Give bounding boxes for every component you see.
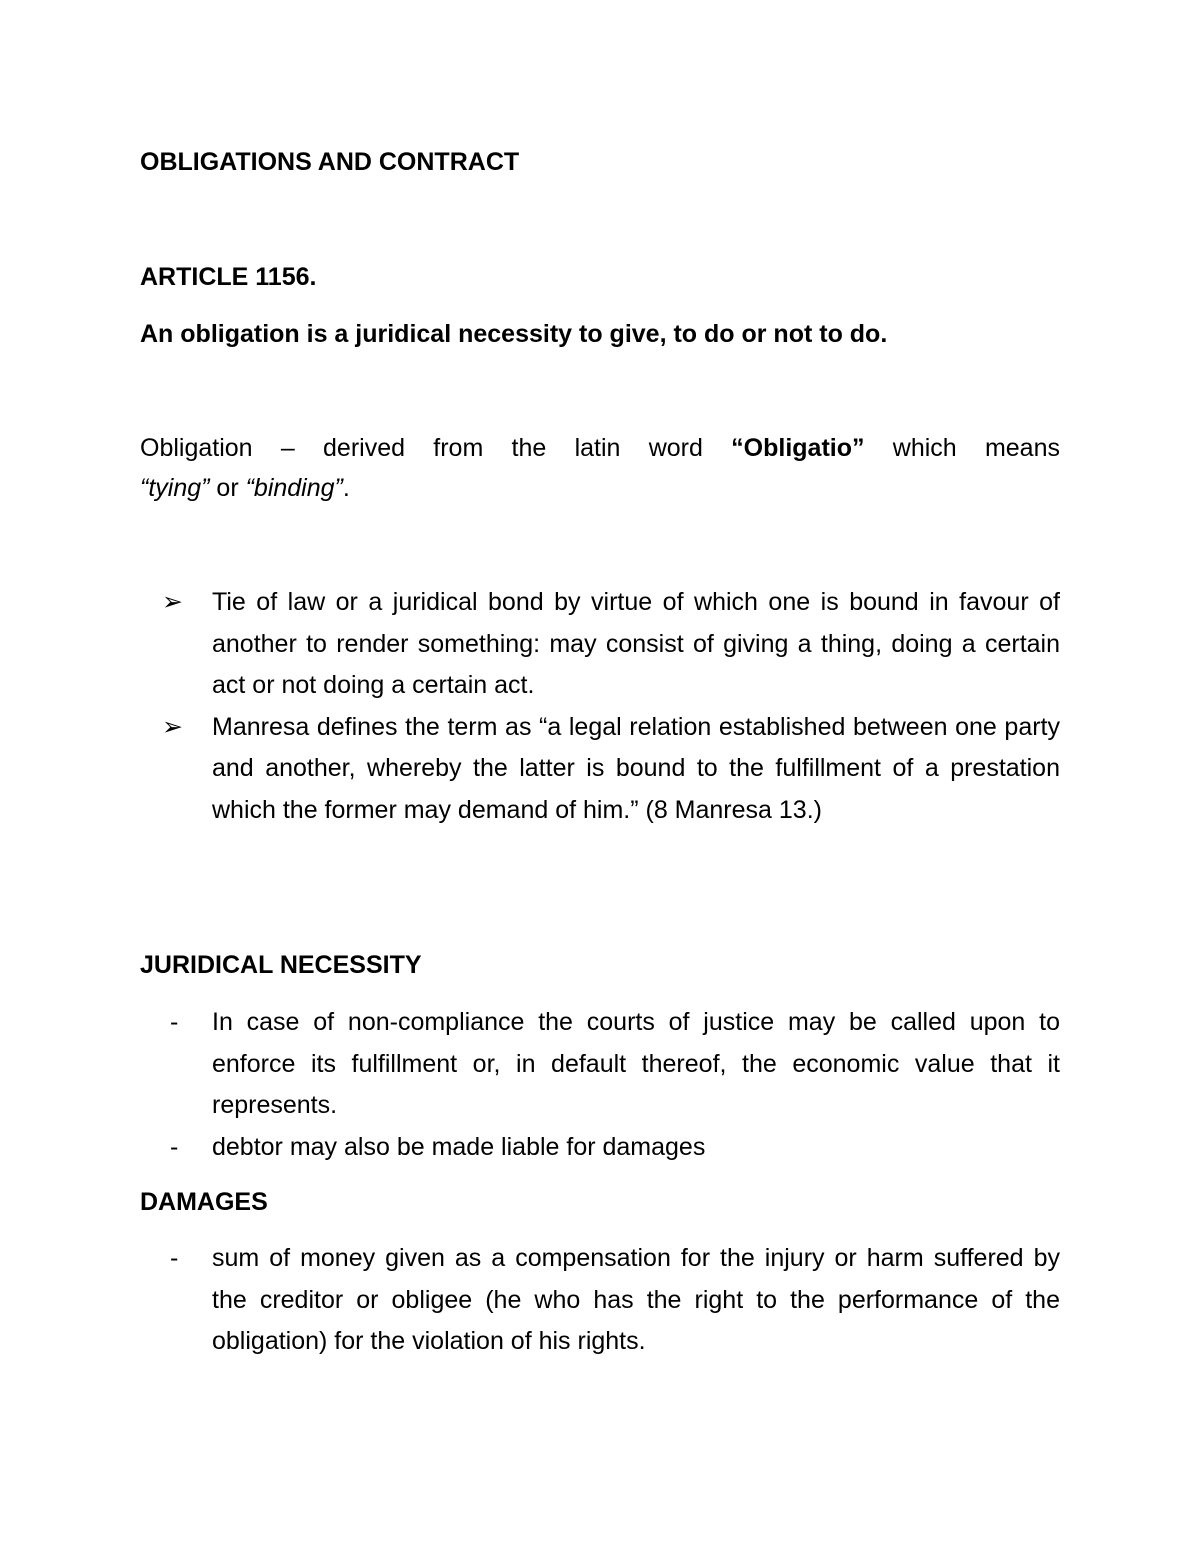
list-item — [162, 582, 1060, 707]
list-item — [162, 707, 1060, 832]
item-text: debtor may also be made liable for damages — [212, 1132, 706, 1161]
definition-word: the — [511, 434, 547, 462]
definition-line-2 — [140, 468, 1060, 508]
definition-end: . — [342, 474, 350, 502]
definition-term: Obligation — [140, 434, 253, 462]
juridical-necessity-heading: JURIDICAL NECESSITY — [140, 951, 422, 979]
definition-word: means — [984, 434, 1060, 462]
obligation-definition — [140, 428, 1060, 508]
meaning-connector: or — [209, 474, 246, 502]
definition-word: latin — [574, 434, 621, 462]
dash-bullet-icon: - — [170, 1132, 179, 1161]
definition-dash: – — [280, 434, 295, 462]
meaning-binding: “binding” — [245, 474, 343, 502]
definition-word: word — [648, 434, 703, 462]
list-item — [170, 1127, 1060, 1169]
item-text: sum of money given as a compensation for the injury or harm suffered by the creditor or obligee (he who has the right to the performance of the obligation) for the violation of his rights. — [212, 1244, 1060, 1355]
damages-heading: DAMAGES — [140, 1188, 268, 1216]
definition-word: which — [892, 434, 957, 462]
article-text: An obligation is a juridical necessity to give, to do or not to do. — [140, 320, 888, 348]
obligation-bullet-list — [162, 582, 1060, 831]
juridical-necessity-list — [170, 1002, 1060, 1168]
definition-word: derived — [323, 434, 406, 462]
arrow-bullet-icon: ➢ — [162, 712, 183, 741]
definition-line-1 — [140, 428, 1060, 468]
meaning-tying: “tying” — [140, 474, 210, 502]
document-title: OBLIGATIONS AND CONTRACT — [140, 148, 520, 176]
definition-word: from — [433, 434, 484, 462]
bullet-text: Tie of law or a juridical bond by virtue of which one is bound in favour of another to render something: may consist of giving a thing, doing a certain act or not doing a certain act. — [212, 588, 1060, 699]
item-text: In case of non-compliance the courts of justice may be called upon to enforce its fulfillment or, in default thereof, the economic value that it represents. — [212, 1008, 1060, 1119]
dash-bullet-icon: - — [170, 1008, 179, 1036]
bullet-text: Manresa defines the term as “a legal relation established between one party and another, whereby the latter is bound to the fulfillment of a prestation which the former may demand of him.” (8 Manresa 13.) — [212, 712, 1060, 824]
list-item — [170, 1238, 1060, 1363]
list-item — [170, 1002, 1060, 1127]
arrow-bullet-icon: ➢ — [162, 588, 183, 616]
damages-list — [170, 1238, 1060, 1363]
latin-word: “Obligatio” — [731, 434, 865, 462]
article-number: ARTICLE 1156. — [140, 263, 317, 291]
dash-bullet-icon: - — [170, 1244, 179, 1272]
